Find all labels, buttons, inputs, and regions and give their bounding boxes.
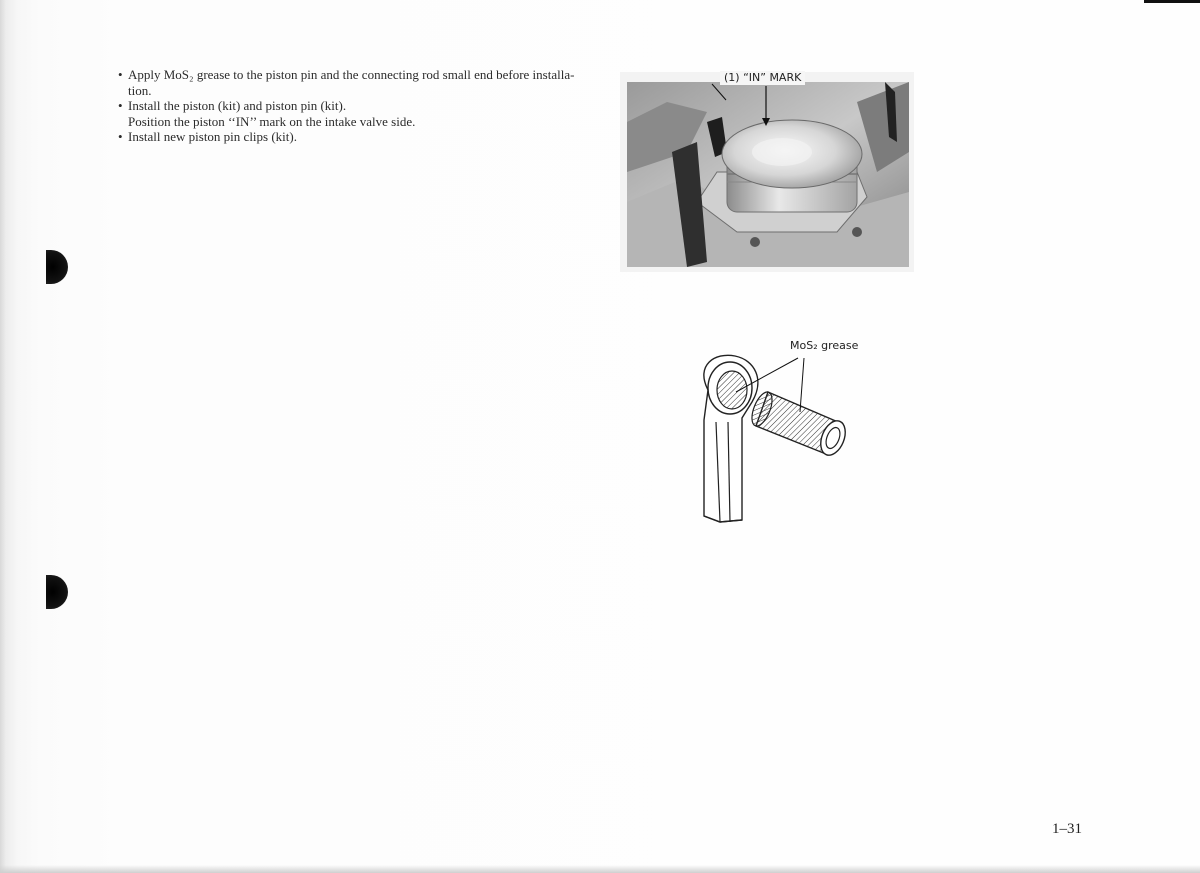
binder-punch-hole [46, 575, 68, 609]
conrod-grease-diagram [680, 330, 880, 530]
binder-punch-hole [46, 250, 68, 284]
page-bottom-edge [0, 865, 1200, 873]
bullet: • [118, 129, 123, 144]
instruction-item [118, 129, 588, 145]
instruction-item [118, 98, 588, 129]
instruction-text: Install new piston pin clips (kit). [128, 129, 297, 144]
instruction-text: Apply MoS₂ grease to the piston pin and the connecting rod small end before installa- [128, 67, 575, 82]
bullet: • [118, 98, 123, 113]
in-mark-leader [700, 80, 780, 130]
instruction-text: Install the piston (kit) and piston pin (kit). [128, 98, 347, 113]
instruction-continuation: Position the piston ‘‘IN’’ mark on the intake valve side. [128, 113, 416, 129]
bullet: • [118, 67, 123, 82]
instruction-continuation: tion. [128, 82, 152, 98]
instruction-item [118, 67, 588, 98]
page-number: 1–31 [1052, 821, 1082, 837]
mos2-grease-label: MoS₂ grease [790, 339, 859, 352]
in-mark-label: (1) “IN” MARK [720, 71, 805, 85]
conrod-piston-pin-drawing [680, 330, 880, 530]
top-corner-mark [1144, 0, 1200, 3]
instruction-list [118, 67, 588, 145]
